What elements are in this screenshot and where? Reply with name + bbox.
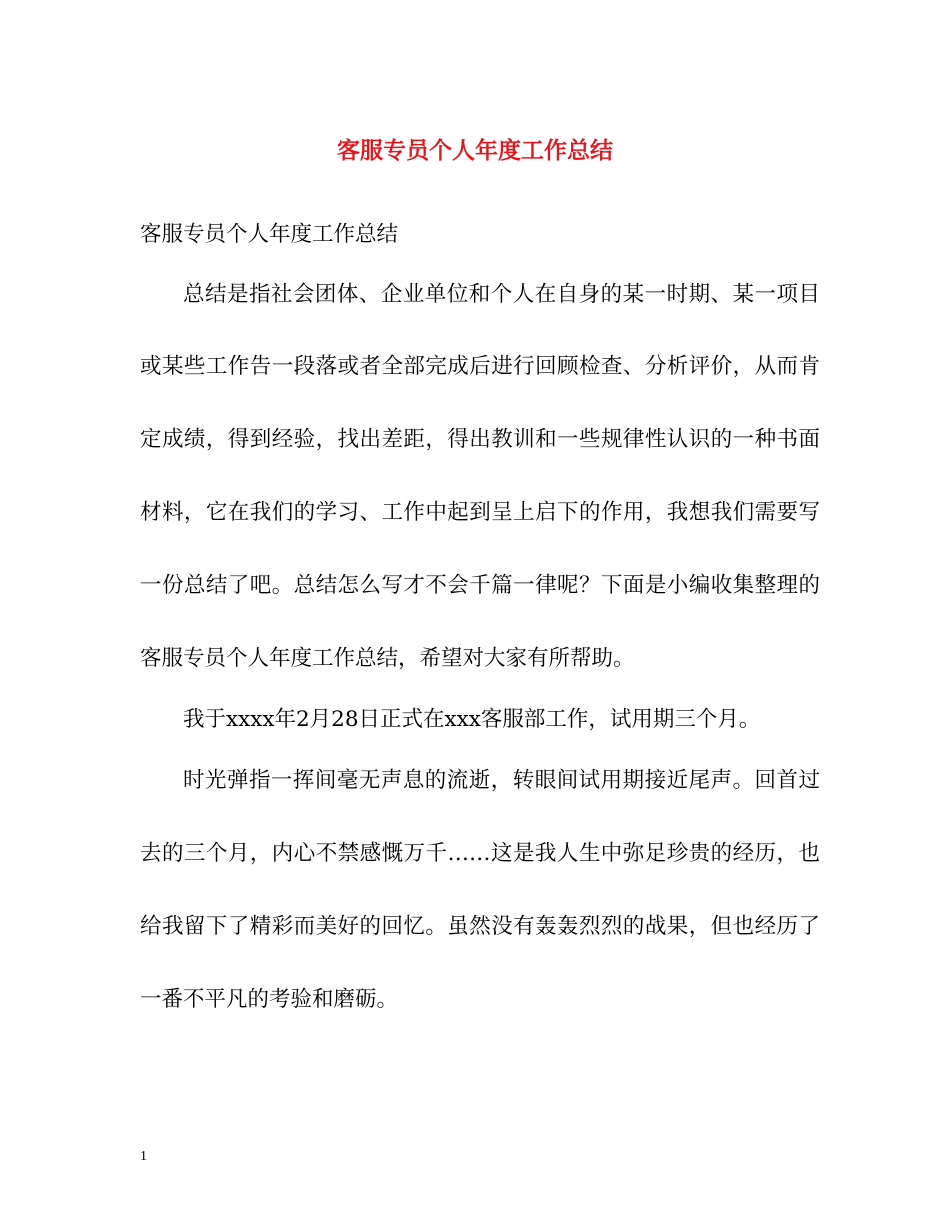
paragraph-line: 一份总结了吧。总结怎么写才不会千篇一律呢？下面是小编收集整理的 — [140, 573, 820, 598]
paragraph-line: 时光弹指一挥间毫无声息的流逝，转眼间试用期接近尾声。回首过 — [183, 768, 820, 793]
paragraph-line: 或某些工作告一段落或者全部完成后进行回顾检查、分析评价，从而肯 — [140, 354, 820, 379]
paragraph-line: 客服专员个人年度工作总结，希望对大家有所帮助。 — [140, 646, 635, 671]
paragraph-line: 我于xxxx年2月28日正式在xxx客服部工作，试用期三个月。 — [183, 707, 761, 732]
paragraph-line: 定成绩，得到经验，找出差距，得出教训和一些规律性认识的一种书面 — [140, 427, 820, 452]
paragraph-line: 一番不平凡的考验和磨砺。 — [140, 987, 399, 1012]
page-number: 1 — [140, 1149, 147, 1164]
paragraph-line: 去的三个月，内心不禁感慨万千……这是我人生中弥足珍贵的经历，也 — [140, 841, 820, 866]
document-subtitle: 客服专员个人年度工作总结 — [140, 222, 399, 247]
paragraph-line: 材料，它在我们的学习、工作中起到呈上启下的作用，我想我们需要写 — [140, 500, 820, 525]
document-title: 客服专员个人年度工作总结 — [337, 137, 613, 164]
paragraph-line: 总结是指社会团体、企业单位和个人在自身的某一时期、某一项目 — [183, 282, 820, 307]
paragraph-line: 给我留下了精彩而美好的回忆。虽然没有轰轰烈烈的战果，但也经历了 — [140, 914, 820, 939]
